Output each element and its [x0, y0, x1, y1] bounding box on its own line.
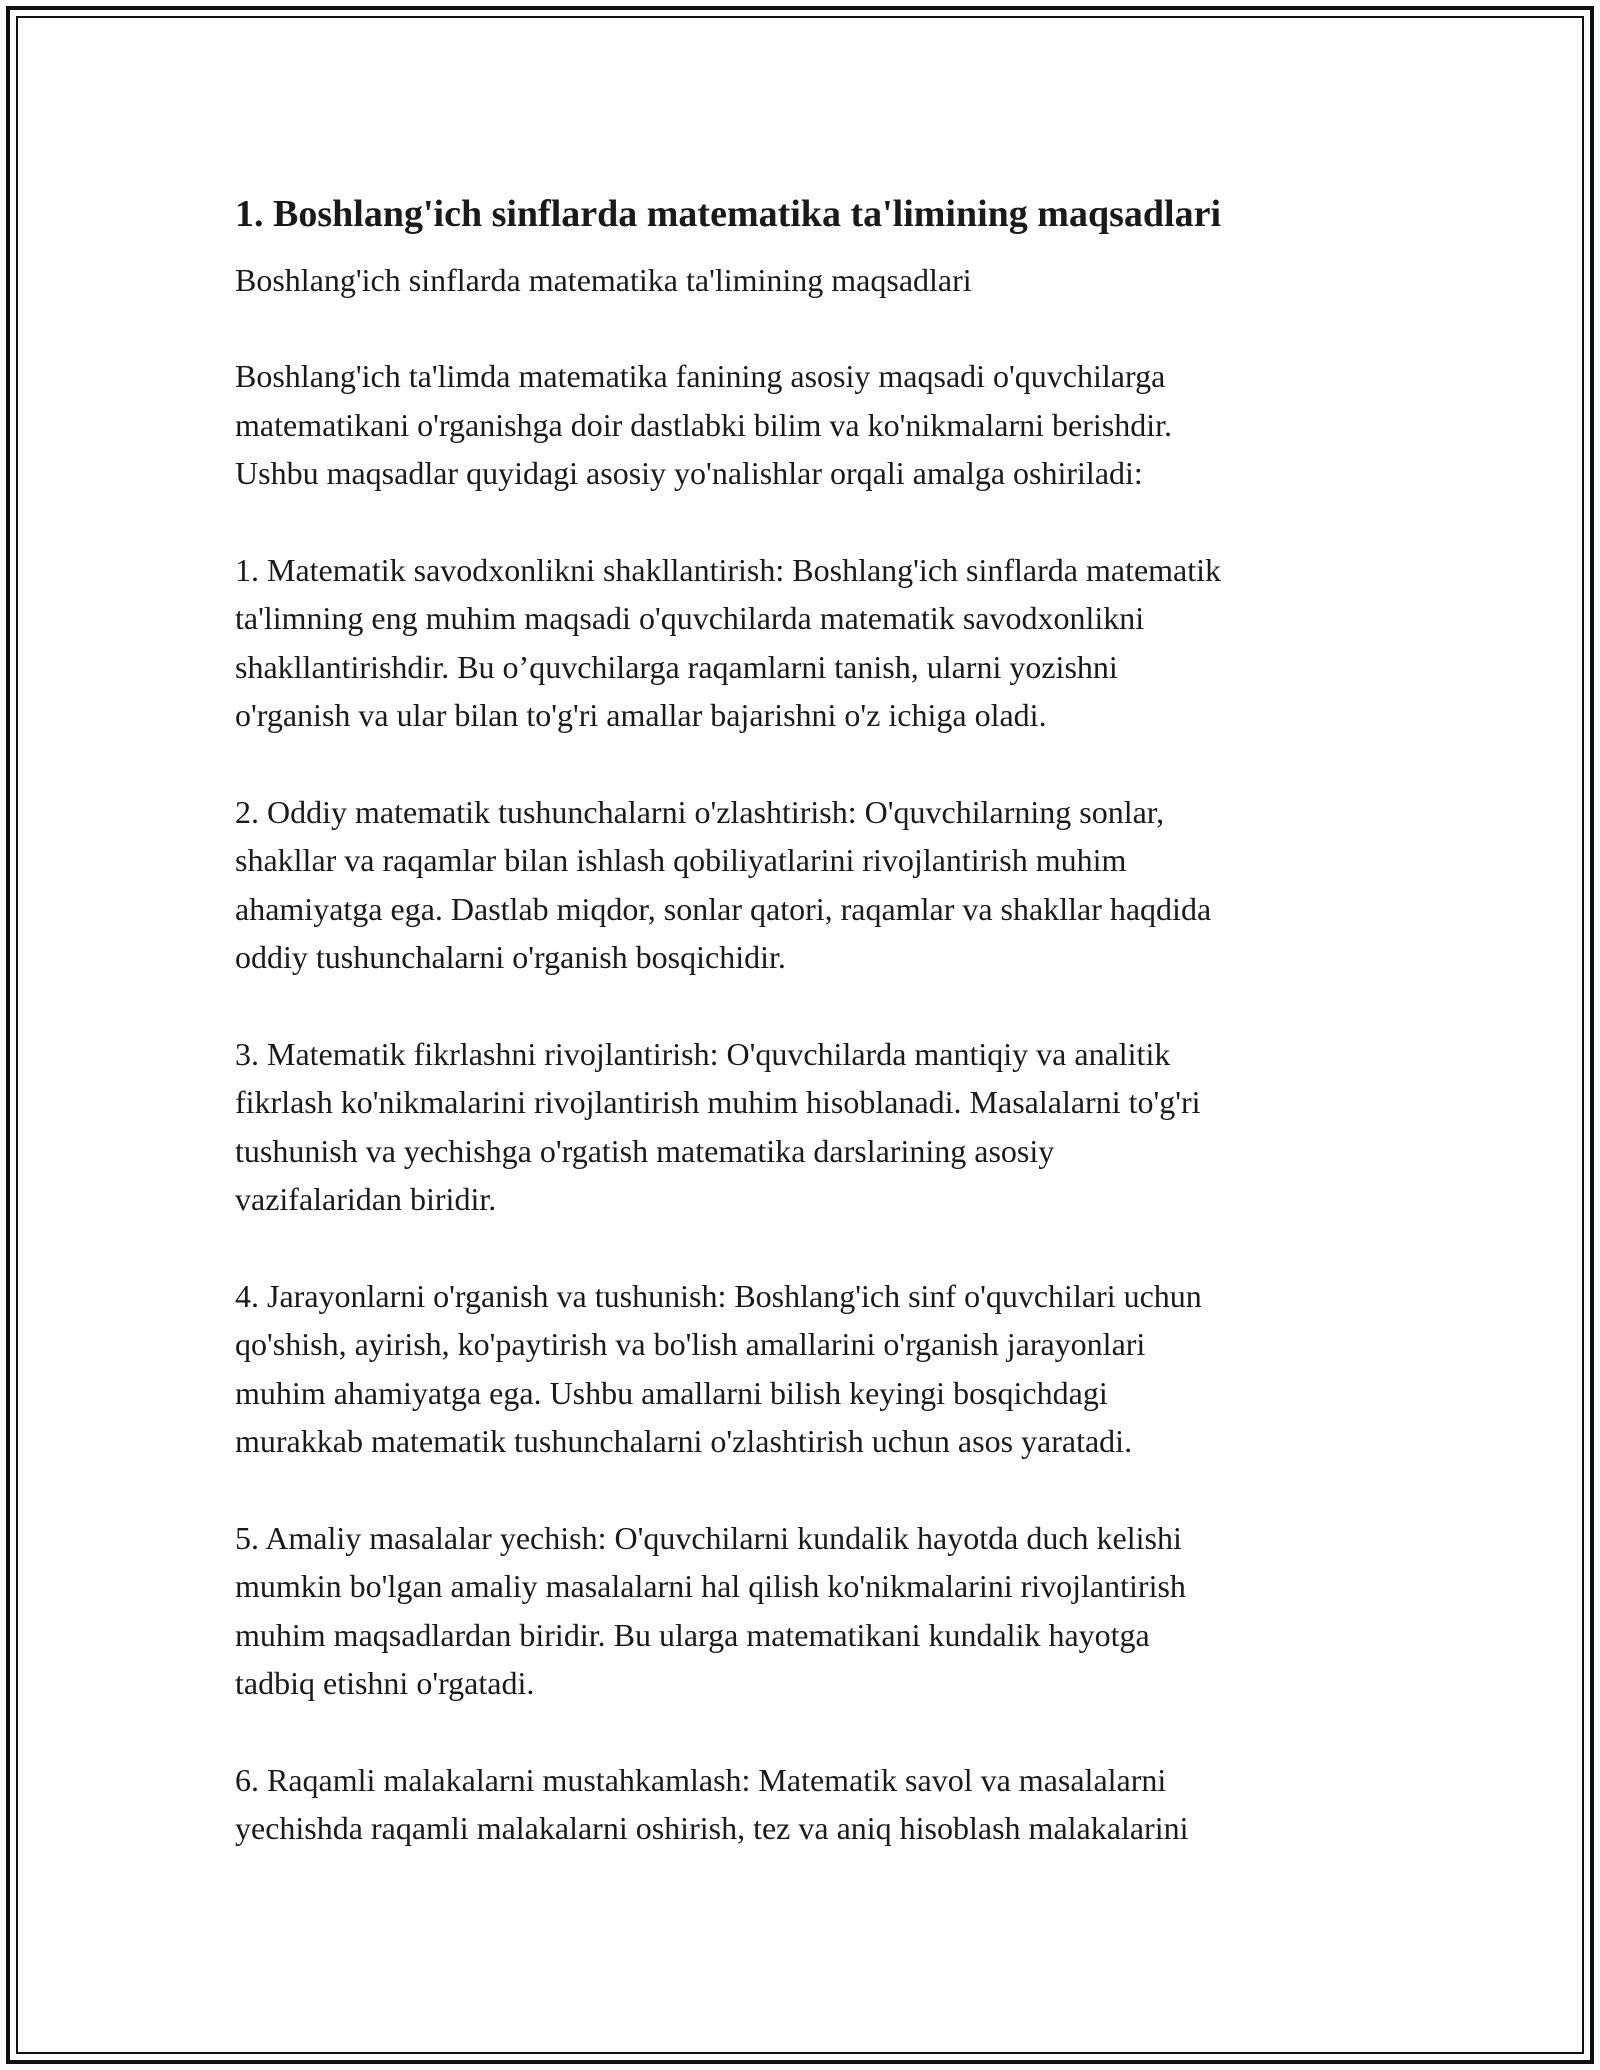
text-line: matematikani o'rganishga doir dastlabki bilim va ko'nikmalarni berishdir. [235, 406, 1172, 443]
item-paragraph-5 [235, 1514, 1385, 1708]
text-line: 6. Raqamli malakalarni mustahkamlash: Matematik savol va masalalarni [235, 1761, 1167, 1798]
item-paragraph-1 [235, 546, 1385, 740]
text-line: qo'shish, ayirish, ko'paytirish va bo'lish amallarini o'rganish jarayonlari [235, 1326, 1146, 1362]
text-line: 1. Matematik savodxonlikni shakllantirish: Boshlang'ich sinflarda matematik [235, 551, 1222, 588]
text-line: muhim ahamiyatga ega. Ushbu amallarni bilish keyingi bosqichdagi [235, 1374, 1108, 1411]
text-line: ta'limning eng muhim maqsadi o'quvchilarda matematik savodxonlikni [235, 600, 1145, 636]
text-line: vazifalaridan biridir. [235, 1181, 497, 1217]
document-body [235, 182, 1385, 1853]
text-line: Boshlang'ich ta'limda matematika fanining asosiy maqsadi o'quvchilarga [235, 358, 1166, 394]
item-paragraph-3 [235, 1030, 1385, 1224]
text-line: muhim maqsadlardan biridir. Bu ularga matematikani kundalik hayotga [235, 1616, 1150, 1653]
text-line: murakkab matematik tushunchalarni o'zlashtirish uchun asos yaratadi. [235, 1423, 1133, 1459]
text-line: tadbiq etishni o'rgatadi. [235, 1665, 535, 1701]
item-paragraph-2 [235, 788, 1385, 982]
text-line: yechishda raqamli malakalarni oshirish, tez va aniq hisoblash malakalarini [235, 1810, 1189, 1846]
text-line: mumkin bo'lgan amaliy masalalarni hal qilish ko'nikmalarini rivojlantirish [235, 1568, 1186, 1604]
text-line: ahamiyatga ega. Dastlab miqdor, sonlar qatori, raqamlar va shakllar haqdida [235, 890, 1212, 927]
intro-paragraph [235, 352, 1385, 498]
text-line: shakllantirishdir. Bu o’quvchilarga raqamlarni tanish, ularni yozishni [235, 648, 1118, 685]
page-title: 1. Boshlang'ich sinflarda matematika ta'limining maqsadlari [235, 193, 1221, 235]
text-line: 2. Oddiy matematik tushunchalarni o'zlashtirish: O'quvchilarning sonlar, [235, 793, 1165, 830]
text-line: 3. Matematik fikrlashni rivojlantirish: O'quvchilarda mantiqiy va analitik [235, 1035, 1171, 1072]
item-paragraph-6 [235, 1756, 1385, 1853]
text-line: o'rganish va ular bilan to'g'ri amallar bajarishni o'z ichiga oladi. [235, 697, 1047, 733]
text-line: Ushbu maqsadlar quyidagi asosiy yo'nalishlar orqali amalga oshiriladi: [235, 455, 1143, 491]
text-line: shakllar va raqamlar bilan ishlash qobiliyatlarini rivojlantirish muhim [235, 842, 1127, 878]
document-subtitle: Boshlang'ich sinflarda matematika ta'limining maqsadlari [235, 262, 972, 298]
item-paragraph-4 [235, 1272, 1385, 1466]
text-line: oddiy tushunchalarni o'rganish bosqichidir. [235, 939, 786, 975]
text-line: 5. Amaliy masalalar yechish: O'quvchilarni kundalik hayotda duch kelishi [235, 1519, 1182, 1556]
text-line: fikrlash ko'nikmalarini rivojlantirish muhim hisoblanadi. Masalalarni to'g'ri [235, 1084, 1201, 1120]
text-line: tushunish va yechishga o'rgatish matematika darslarining asosiy [235, 1132, 1055, 1169]
text-line: 4. Jarayonlarni o'rganish va tushunish: Boshlang'ich sinf o'quvchilari uchun [235, 1277, 1202, 1314]
